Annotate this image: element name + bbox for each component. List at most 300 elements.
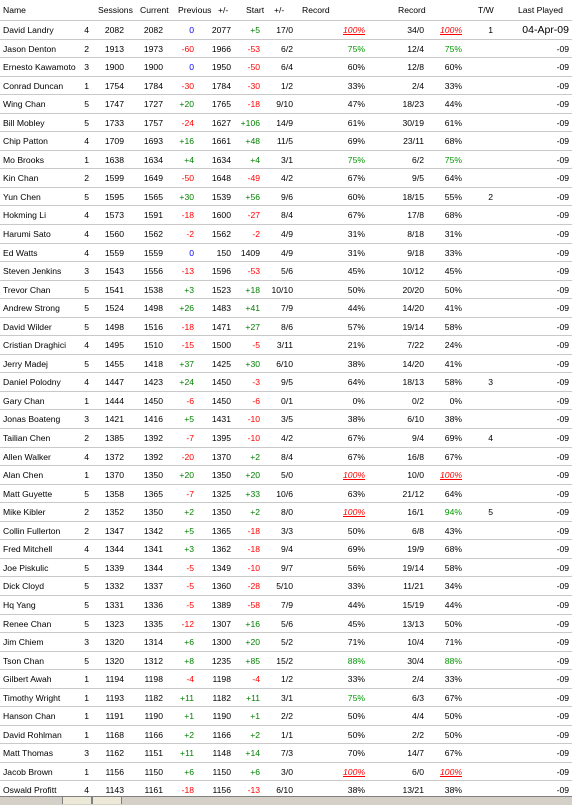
cell-pct2[interactable]: 64% <box>444 173 462 184</box>
cell-sessions[interactable]: 1 <box>84 711 89 722</box>
cell-last[interactable]: -09 <box>556 321 569 332</box>
cell-pm1[interactable]: +4 <box>184 154 194 165</box>
cell-current[interactable]: 2082 <box>104 25 124 35</box>
cell-rec1[interactable]: 10/6 <box>276 488 293 499</box>
table-row[interactable] <box>0 336 572 355</box>
cell-pct2[interactable]: 44% <box>444 99 462 110</box>
cell-start[interactable]: 1350 <box>211 507 231 518</box>
table-row[interactable] <box>0 58 572 77</box>
cell-previous[interactable]: 1365 <box>143 488 163 499</box>
cell-start[interactable]: 1365 <box>211 525 231 536</box>
header-current[interactable]: Current <box>140 5 169 15</box>
cell-name[interactable]: Gary Chan <box>3 395 45 406</box>
cell-name[interactable]: Hokming Li <box>3 210 46 221</box>
cell-pm2[interactable]: +106 <box>240 117 260 128</box>
table-row[interactable] <box>0 77 572 96</box>
cell-previous[interactable]: 1161 <box>144 785 163 796</box>
cell-current[interactable]: 1347 <box>104 525 124 536</box>
cell-pct2[interactable]: 41% <box>444 358 462 369</box>
cell-pct1[interactable]: 69% <box>347 136 365 147</box>
cell-pct1[interactable]: 50% <box>347 729 365 740</box>
cell-pct2[interactable]: 58% <box>444 562 462 573</box>
cell-last[interactable]: -09 <box>556 99 569 110</box>
cell-previous[interactable]: 1727 <box>143 99 163 110</box>
cell-last[interactable]: -09 <box>556 507 569 518</box>
cell-current[interactable]: 1385 <box>104 433 124 444</box>
cell-name[interactable]: Steven Jenkins <box>3 266 62 277</box>
cell-start[interactable]: 1182 <box>212 692 231 703</box>
cell-pm2[interactable]: +4 <box>250 154 260 165</box>
cell-rec1[interactable]: 7/9 <box>281 599 293 610</box>
cell-pm1[interactable]: +3 <box>184 284 194 295</box>
cell-rec2[interactable]: 0/2 <box>412 395 424 406</box>
cell-pct2[interactable]: 67% <box>444 451 462 462</box>
cell-pm1[interactable]: +26 <box>179 303 194 314</box>
cell-pct2[interactable]: 100% <box>440 25 462 35</box>
cell-name[interactable]: Renee Chan <box>3 618 52 629</box>
cell-sessions[interactable]: 1 <box>84 154 89 165</box>
header-start[interactable]: Start <box>246 5 265 15</box>
cell-start[interactable]: 1370 <box>211 451 231 462</box>
cell-last[interactable]: -09 <box>556 284 569 295</box>
cell-rec2[interactable]: 2/4 <box>412 80 424 91</box>
cell-start[interactable]: 1562 <box>211 229 231 240</box>
cell-current[interactable]: 1193 <box>105 692 124 703</box>
cell-sessions[interactable]: 4 <box>84 210 89 221</box>
cell-rec1[interactable]: 8/4 <box>281 451 293 462</box>
cell-last[interactable]: -09 <box>556 358 569 369</box>
cell-sessions[interactable]: 5 <box>84 303 89 314</box>
cell-pm1[interactable]: +5 <box>184 525 194 536</box>
cell-start[interactable]: 1784 <box>211 80 231 91</box>
cell-last[interactable]: -09 <box>556 674 569 685</box>
cell-name[interactable]: Mo Brooks <box>3 154 45 165</box>
cell-current[interactable]: 1162 <box>105 748 124 759</box>
cell-pct2[interactable]: 75% <box>444 43 462 54</box>
cell-rec2[interactable]: 13/13 <box>402 618 424 629</box>
cell-tw[interactable]: 5 <box>488 507 493 518</box>
cell-pm2[interactable]: +6 <box>250 766 260 777</box>
cell-previous[interactable]: 1166 <box>144 729 163 740</box>
cell-current[interactable]: 1168 <box>105 729 124 740</box>
cell-sessions[interactable]: 5 <box>84 191 89 202</box>
table-row[interactable] <box>0 373 572 392</box>
cell-previous[interactable]: 1973 <box>143 43 163 54</box>
cell-previous[interactable]: 1450 <box>143 395 163 406</box>
cell-start[interactable]: 1450 <box>211 395 231 406</box>
cell-rec1[interactable]: 8/0 <box>281 507 293 518</box>
cell-previous[interactable]: 1418 <box>143 358 163 369</box>
table-row[interactable] <box>0 670 572 689</box>
cell-pct2[interactable]: 34% <box>444 581 462 592</box>
cell-sessions[interactable]: 3 <box>84 748 89 759</box>
cell-start[interactable]: 1148 <box>212 748 231 759</box>
cell-rec2[interactable]: 12/8 <box>407 62 424 73</box>
cell-previous[interactable]: 1182 <box>144 692 163 703</box>
cell-rec2[interactable]: 15/19 <box>402 599 424 610</box>
table-row[interactable] <box>0 244 572 263</box>
cell-pct2[interactable]: 61% <box>444 117 462 128</box>
cell-pct2[interactable]: 88% <box>444 655 462 666</box>
cell-rec2[interactable]: 6/3 <box>412 692 424 703</box>
cell-pm2[interactable]: +48 <box>245 136 260 147</box>
cell-pct1[interactable]: 38% <box>347 358 365 369</box>
cell-pct2[interactable]: 60% <box>444 62 462 73</box>
cell-rec1[interactable]: 6/10 <box>276 785 293 796</box>
cell-pm2[interactable]: +30 <box>245 358 260 369</box>
cell-pct1[interactable]: 31% <box>347 229 365 240</box>
cell-previous[interactable]: 1336 <box>143 599 163 610</box>
cell-current[interactable]: 1595 <box>104 191 124 202</box>
cell-rec1[interactable]: 9/5 <box>281 377 293 388</box>
cell-sessions[interactable]: 5 <box>84 117 89 128</box>
cell-previous[interactable]: 1634 <box>143 154 163 165</box>
table-row[interactable] <box>0 633 572 652</box>
cell-pct2[interactable]: 31% <box>444 229 462 240</box>
cell-rec2[interactable]: 14/20 <box>402 358 424 369</box>
cell-pct1[interactable]: 75% <box>347 154 365 165</box>
cell-current[interactable]: 1320 <box>104 655 124 666</box>
table-row[interactable] <box>0 132 572 151</box>
cell-name[interactable]: Mike Kibler <box>3 507 46 518</box>
cell-previous[interactable]: 1649 <box>143 173 163 184</box>
cell-pct1[interactable]: 33% <box>347 674 365 685</box>
cell-last[interactable]: -09 <box>556 711 569 722</box>
cell-pm2[interactable]: -4 <box>252 674 260 685</box>
cell-pm2[interactable]: -18 <box>247 544 260 555</box>
cell-start[interactable]: 1300 <box>211 637 231 648</box>
cell-pct1[interactable]: 71% <box>347 637 365 648</box>
cell-previous[interactable]: 1350 <box>143 470 163 481</box>
table-row[interactable] <box>0 299 572 318</box>
cell-pm2[interactable]: -10 <box>247 414 260 425</box>
cell-pct2[interactable]: 75% <box>444 154 462 165</box>
cell-sessions[interactable]: 2 <box>84 43 89 54</box>
cell-rec1[interactable]: 11/5 <box>276 136 293 147</box>
cell-pct1[interactable]: 31% <box>347 247 365 258</box>
cell-pct2[interactable]: 58% <box>444 321 462 332</box>
cell-rec1[interactable]: 1/2 <box>281 80 293 91</box>
cell-name[interactable]: Alan Chen <box>3 470 44 481</box>
cell-pm1[interactable]: -20 <box>181 451 194 462</box>
table-row[interactable] <box>0 169 572 188</box>
cell-pm1[interactable]: -5 <box>186 599 194 610</box>
cell-current[interactable]: 1352 <box>104 507 124 518</box>
cell-rec1[interactable]: 3/3 <box>281 525 293 536</box>
cell-pm1[interactable]: -60 <box>181 43 194 54</box>
cell-name[interactable]: Tson Chan <box>3 655 45 666</box>
cell-sessions[interactable]: 3 <box>84 62 89 73</box>
cell-pct2[interactable]: 33% <box>444 674 462 685</box>
table-row[interactable] <box>0 559 572 578</box>
cell-start[interactable]: 1307 <box>211 618 231 629</box>
cell-pct2[interactable]: 38% <box>444 785 462 796</box>
cell-sessions[interactable]: 1 <box>84 80 89 91</box>
cell-pm2[interactable]: -10 <box>247 433 260 444</box>
cell-current[interactable]: 1559 <box>104 247 124 258</box>
cell-pm1[interactable]: +11 <box>180 692 194 703</box>
cell-rec1[interactable]: 6/10 <box>276 358 293 369</box>
cell-pm2[interactable]: -3 <box>252 377 260 388</box>
cell-previous[interactable]: 1344 <box>143 562 163 573</box>
cell-pct2[interactable]: 100% <box>440 766 462 777</box>
cell-sessions[interactable]: 2 <box>84 173 89 184</box>
table-row[interactable] <box>0 448 572 467</box>
cell-last[interactable]: -09 <box>556 488 569 499</box>
cell-pm2[interactable]: +27 <box>245 321 260 332</box>
cell-rec1[interactable]: 4/9 <box>281 247 293 258</box>
cell-pm2[interactable]: +18 <box>245 284 260 295</box>
cell-current[interactable]: 1421 <box>104 414 124 425</box>
cell-current[interactable]: 1747 <box>104 99 124 110</box>
cell-pct1[interactable]: 33% <box>347 581 365 592</box>
table-row[interactable] <box>0 763 572 782</box>
cell-last[interactable]: -09 <box>556 729 569 740</box>
cell-current[interactable]: 1332 <box>104 581 124 592</box>
cell-pm1[interactable]: +20 <box>179 99 194 110</box>
cell-start[interactable]: 1596 <box>211 266 231 277</box>
cell-current[interactable]: 1320 <box>104 637 124 648</box>
cell-rec1[interactable]: 7/9 <box>281 303 293 314</box>
cell-rec2[interactable]: 18/23 <box>402 99 424 110</box>
cell-pct1[interactable]: 100% <box>343 25 365 35</box>
cell-pct1[interactable]: 100% <box>343 766 365 777</box>
table-row[interactable] <box>0 429 572 448</box>
cell-last[interactable]: -09 <box>556 414 569 425</box>
cell-last[interactable]: -09 <box>556 562 569 573</box>
cell-pm2[interactable]: +11 <box>246 692 260 703</box>
cell-pm2[interactable]: -18 <box>247 525 260 536</box>
cell-sessions[interactable]: 5 <box>84 284 89 295</box>
cell-current[interactable]: 1541 <box>104 284 124 295</box>
cell-rec1[interactable]: 5/2 <box>281 637 293 648</box>
cell-previous[interactable]: 1591 <box>143 210 163 221</box>
cell-rec1[interactable]: 6/4 <box>281 62 293 73</box>
cell-rec1[interactable]: 0/1 <box>281 395 293 406</box>
cell-rec2[interactable]: 16/1 <box>407 507 424 518</box>
cell-start[interactable]: 1166 <box>212 729 231 740</box>
cell-start[interactable]: 1627 <box>211 117 231 128</box>
cell-rec2[interactable]: 7/22 <box>407 340 424 351</box>
cell-pm2[interactable]: +85 <box>245 655 260 666</box>
cell-start[interactable]: 1471 <box>211 321 231 332</box>
cell-pct1[interactable]: 67% <box>347 433 365 444</box>
cell-start[interactable]: 1634 <box>211 154 231 165</box>
cell-pct2[interactable]: 94% <box>444 507 462 518</box>
cell-pm1[interactable]: -30 <box>181 80 194 91</box>
cell-previous[interactable]: 1337 <box>143 581 163 592</box>
cell-previous[interactable]: 1559 <box>143 247 163 258</box>
cell-previous[interactable]: 1562 <box>143 229 163 240</box>
table-row[interactable] <box>0 707 572 726</box>
cell-pct1[interactable]: 0% <box>352 395 365 406</box>
cell-tw[interactable]: 1 <box>488 25 493 35</box>
cell-start[interactable]: 1198 <box>212 674 231 685</box>
cell-current[interactable]: 1323 <box>104 618 124 629</box>
cell-pm2[interactable]: +2 <box>250 451 260 462</box>
cell-pm1[interactable]: +16 <box>179 136 194 147</box>
cell-start[interactable]: 1425 <box>211 358 231 369</box>
cell-pct1[interactable]: 47% <box>347 99 365 110</box>
cell-pct2[interactable]: 64% <box>444 488 462 499</box>
cell-pm1[interactable]: +11 <box>180 748 194 759</box>
cell-previous[interactable]: 1341 <box>143 544 163 555</box>
cell-tw[interactable]: 3 <box>488 377 493 388</box>
cell-rec2[interactable]: 6/2 <box>412 154 424 165</box>
cell-pct2[interactable]: 43% <box>444 525 462 536</box>
cell-pct1[interactable]: 100% <box>343 507 365 518</box>
cell-pm1[interactable]: -5 <box>186 562 194 573</box>
cell-start[interactable]: 1395 <box>211 433 231 444</box>
cell-previous[interactable]: 1392 <box>143 433 163 444</box>
cell-name[interactable]: Matt Guyette <box>3 488 53 499</box>
cell-pm1[interactable]: 0 <box>189 25 194 35</box>
cell-sessions[interactable]: 1 <box>84 729 89 740</box>
table-row[interactable] <box>0 726 572 745</box>
cell-pct1[interactable]: 44% <box>347 303 365 314</box>
cell-name[interactable]: Collin Fullerton <box>3 525 61 536</box>
cell-pct1[interactable]: 38% <box>347 414 365 425</box>
cell-pct2[interactable]: 55% <box>444 191 462 202</box>
cell-name[interactable]: David Rohlman <box>3 729 62 740</box>
cell-rec1[interactable]: 15/2 <box>276 655 293 666</box>
cell-start[interactable]: 1648 <box>211 173 231 184</box>
cell-sessions[interactable]: 4 <box>84 544 89 555</box>
cell-sessions[interactable]: 3 <box>84 414 89 425</box>
cell-start[interactable]: 1539 <box>211 191 231 202</box>
cell-rec2[interactable]: 4/4 <box>412 711 424 722</box>
cell-pct1[interactable]: 67% <box>347 451 365 462</box>
cell-sessions[interactable]: 4 <box>84 340 89 351</box>
cell-last[interactable]: -09 <box>556 766 569 777</box>
cell-rec1[interactable]: 7/3 <box>281 748 293 759</box>
cell-rec1[interactable]: 4/2 <box>281 173 293 184</box>
cell-name[interactable]: Fred Mitchell <box>3 544 53 555</box>
cell-last[interactable]: -09 <box>556 525 569 536</box>
cell-rec1[interactable]: 1/1 <box>281 729 293 740</box>
cell-pm2[interactable]: +16 <box>245 618 260 629</box>
cell-pm2[interactable]: +14 <box>245 748 260 759</box>
table-row[interactable] <box>0 40 572 59</box>
cell-rec1[interactable]: 3/0 <box>281 766 293 777</box>
cell-previous[interactable]: 1312 <box>143 655 163 666</box>
cell-pm2[interactable]: -18 <box>247 99 260 110</box>
cell-last[interactable]: -09 <box>556 136 569 147</box>
cell-rec2[interactable]: 30/19 <box>402 117 424 128</box>
cell-pct1[interactable]: 50% <box>347 525 365 536</box>
cell-pct1[interactable]: 64% <box>347 377 365 388</box>
cell-pm1[interactable]: -4 <box>186 674 194 685</box>
cell-sessions[interactable]: 2 <box>84 525 89 536</box>
cell-pct2[interactable]: 50% <box>444 284 462 295</box>
cell-name[interactable]: Daniel Polodny <box>3 377 61 388</box>
cell-current[interactable]: 1194 <box>105 674 124 685</box>
cell-rec1[interactable]: 6/2 <box>281 43 293 54</box>
cell-rec2[interactable]: 12/4 <box>407 43 424 54</box>
cell-rec2[interactable]: 19/9 <box>407 544 424 555</box>
cell-current[interactable]: 1754 <box>104 80 124 91</box>
cell-start[interactable]: 1150 <box>212 766 231 777</box>
cell-pm1[interactable]: +5 <box>184 414 194 425</box>
cell-current[interactable]: 1331 <box>104 599 124 610</box>
table-row[interactable] <box>0 392 572 411</box>
cell-start[interactable]: 1500 <box>211 340 231 351</box>
table-row[interactable] <box>0 225 572 244</box>
cell-rec2[interactable]: 14/7 <box>407 748 424 759</box>
cell-previous[interactable]: 1392 <box>143 451 163 462</box>
cell-rec2[interactable]: 30/4 <box>407 655 424 666</box>
cell-pct1[interactable]: 67% <box>347 210 365 221</box>
cell-start[interactable]: 2077 <box>211 25 231 35</box>
cell-rec2[interactable]: 23/11 <box>403 136 424 147</box>
cell-start[interactable]: 1360 <box>211 581 231 592</box>
cell-pm1[interactable]: -18 <box>181 785 194 796</box>
sheet-tab[interactable] <box>62 797 92 804</box>
cell-previous[interactable]: 2082 <box>143 25 163 35</box>
cell-pm1[interactable]: +8 <box>184 655 194 666</box>
cell-rec1[interactable]: 4/2 <box>281 433 293 444</box>
cell-rec1[interactable]: 3/11 <box>276 340 293 351</box>
cell-rec1[interactable]: 8/4 <box>281 210 293 221</box>
cell-last[interactable]: -09 <box>556 785 569 796</box>
cell-last[interactable]: -09 <box>556 80 569 91</box>
header-plus-minus-2[interactable]: +/- <box>274 5 285 15</box>
cell-rec1[interactable]: 5/0 <box>281 470 293 481</box>
cell-start[interactable]: 1765 <box>211 99 231 110</box>
cell-name[interactable]: Jason Denton <box>3 43 57 54</box>
cell-current[interactable]: 1498 <box>104 321 124 332</box>
table-row[interactable] <box>0 652 572 671</box>
cell-current[interactable]: 1733 <box>104 117 124 128</box>
cell-pct2[interactable]: 100% <box>440 470 462 481</box>
cell-pct1[interactable]: 57% <box>347 321 365 332</box>
cell-pct1[interactable]: 50% <box>347 284 365 295</box>
table-row[interactable] <box>0 522 572 541</box>
cell-pct1[interactable]: 50% <box>347 711 365 722</box>
table-row[interactable] <box>0 540 572 559</box>
table-row[interactable] <box>0 21 572 40</box>
cell-pct1[interactable]: 63% <box>347 488 365 499</box>
cell-name[interactable]: Tailian Chen <box>3 433 51 444</box>
table-row[interactable] <box>0 744 572 763</box>
cell-pm2[interactable]: -53 <box>247 266 260 277</box>
cell-pct1[interactable]: 70% <box>347 748 365 759</box>
cell-previous[interactable]: 1342 <box>143 525 163 536</box>
cell-pct2[interactable]: 68% <box>444 210 462 221</box>
cell-pm1[interactable]: 0 <box>189 247 194 258</box>
cell-pm2[interactable]: -28 <box>247 581 260 592</box>
header-name[interactable]: Name <box>3 5 26 15</box>
cell-sessions[interactable]: 1 <box>84 395 89 406</box>
header-tw[interactable]: T/W <box>478 5 494 15</box>
cell-current[interactable]: 1709 <box>104 136 124 147</box>
cell-start[interactable]: 1156 <box>212 785 231 796</box>
cell-pm1[interactable]: -50 <box>181 173 194 184</box>
cell-pct1[interactable]: 100% <box>343 470 365 481</box>
cell-sessions[interactable]: 5 <box>84 321 89 332</box>
cell-pm2[interactable]: +5 <box>250 25 260 35</box>
cell-current[interactable]: 1913 <box>104 43 124 54</box>
cell-last[interactable]: -09 <box>556 247 569 258</box>
cell-name[interactable]: Andrew Strong <box>3 303 60 314</box>
cell-pm1[interactable]: -12 <box>181 618 194 629</box>
cell-pm1[interactable]: +1 <box>184 711 194 722</box>
cell-last[interactable]: -09 <box>556 210 569 221</box>
table-row[interactable] <box>0 188 572 207</box>
cell-current[interactable]: 1573 <box>104 210 124 221</box>
cell-rec1[interactable]: 8/6 <box>281 321 293 332</box>
cell-sessions[interactable]: 1 <box>84 766 89 777</box>
